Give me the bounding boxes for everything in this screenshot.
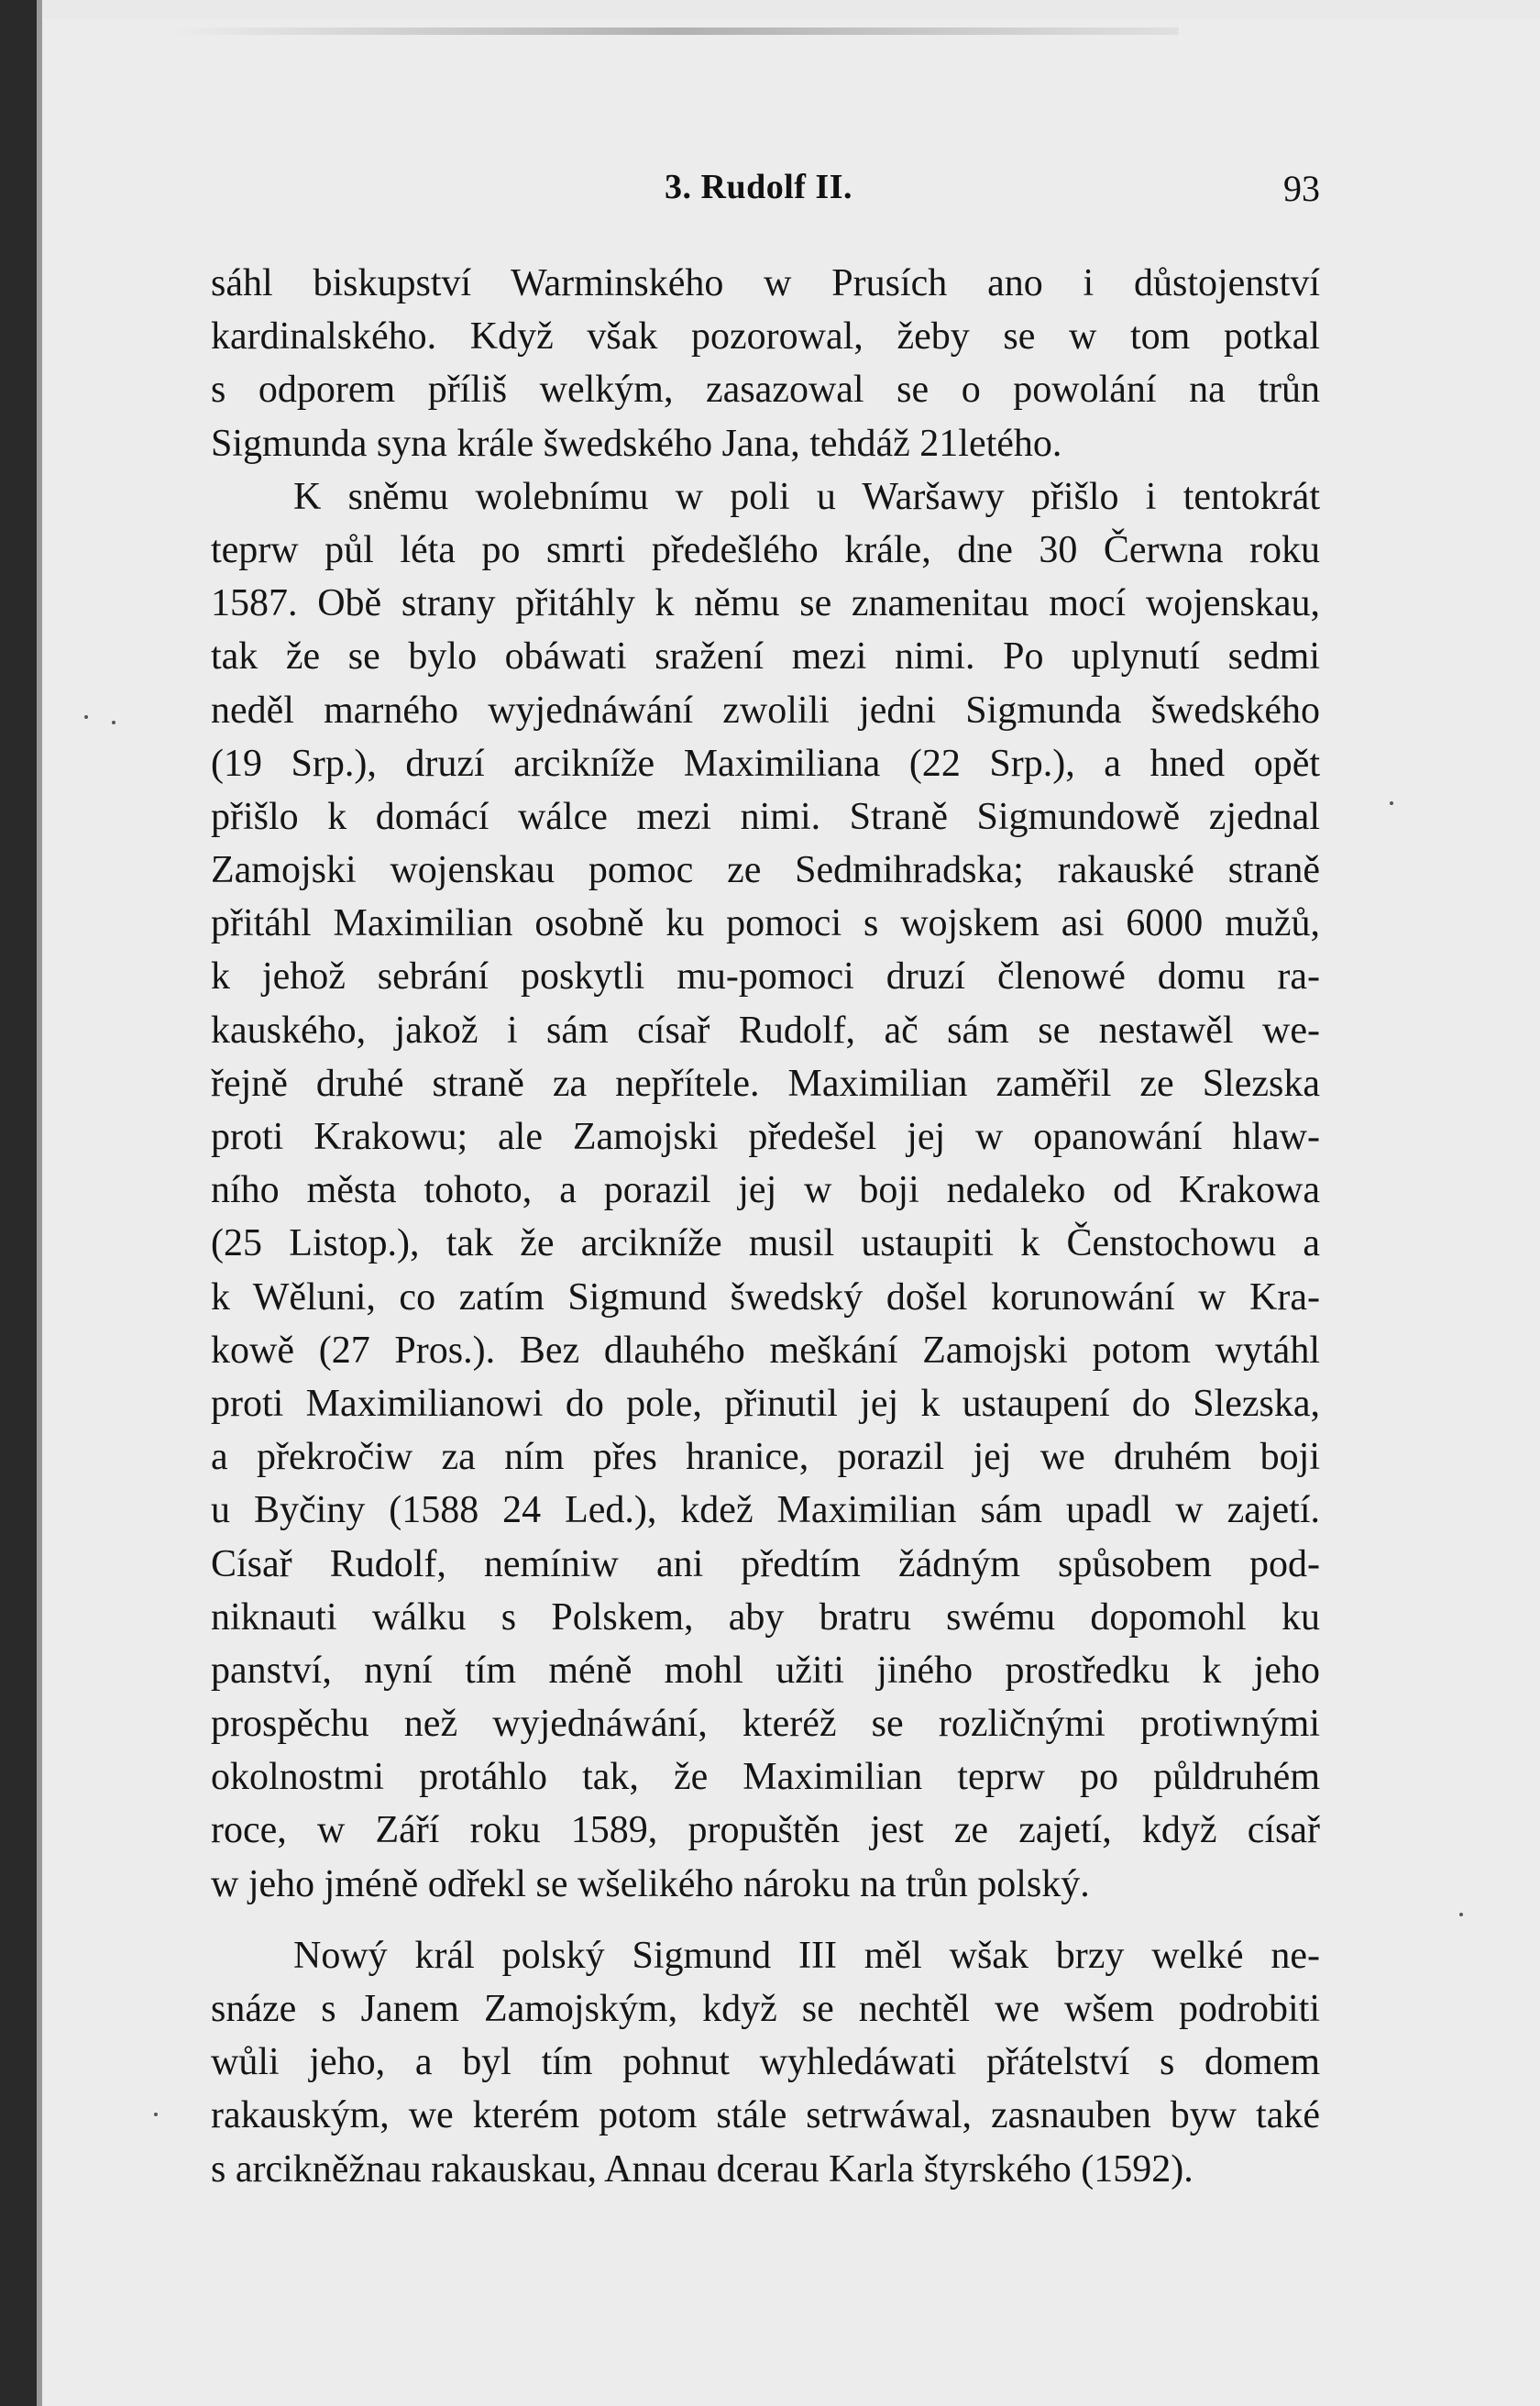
book-spine-edge [0, 0, 37, 2406]
text-line: wůli jeho, a byl tím pohnut wyhledáwati přátelství s domem [211, 2041, 1320, 2084]
text-line: přišlo k domácí wálce mezi nimi. Straně Sigmundowě zjednal [211, 795, 1320, 838]
text-line: prospěchu než wyjednáwání, kteréž se rozličnými protiwnými [211, 1703, 1320, 1746]
scan-speck [84, 715, 88, 719]
text-line: rakauským, we kterém potom stále setrwáwal, zasnauben byw také [211, 2094, 1320, 2137]
paragraph-gap [211, 1911, 1320, 1929]
page-number: 93 [1283, 168, 1320, 209]
paragraph [211, 470, 1320, 1911]
text-line: kauského, jakož i sám císař Rudolf, ač sám se nestawěl we- [211, 1009, 1320, 1052]
text-line: 1587. Obě strany přitáhly k němu se znamenitau mocí wojenskau, [211, 582, 1320, 625]
text-line: proti Krakowu; ale Zamojski předešel jej w opanowání hlaw- [211, 1116, 1320, 1158]
text-line: Sigmunda syna krále šwedského Jana, tehdáž 21letého. [211, 422, 1062, 465]
paragraph [211, 1929, 1320, 2196]
text-line: neděl marného wyjednáwání zwolili jedni Sigmunda šwedského [211, 689, 1320, 732]
running-title: 3. Rudolf II. [665, 168, 852, 206]
text-line: K sněmu wolebnímu w poli u Waršawy přišlo i tentokrát [293, 475, 1320, 518]
text-line: s arcikněžnau rakauskau, Annau dcerau Karla štyrského (1592). [211, 2147, 1194, 2191]
text-line: (19 Srp.), druzí arcikníže Maximiliana (22 Srp.), a hned opět [211, 742, 1320, 785]
text-line: niknauti wálku s Polskem, aby bratru swému dopomohl ku [211, 1595, 1320, 1639]
text-line: panství, nyní tím méně mohl užiti jiného prostředku k jeho [211, 1649, 1320, 1692]
text-line: w jeho jméně odřekl se wšelikého nároku na trůn polský. [211, 1862, 1090, 1905]
text-line: kowě (27 Pros.). Bez dlauhého meškání Zamojski potom wytáhl [211, 1329, 1320, 1372]
text-line: proti Maximilianowi do pole, přinutil jej k ustaupení do Slezska, [211, 1382, 1320, 1425]
text-line: u Byčiny (1588 24 Led.), kdež Maximilian sám upadl w zajetí. [211, 1489, 1320, 1532]
text-line: okolnostmi protáhlo tak, že Maximilian teprw po půldruhém [211, 1756, 1320, 1799]
scan-noise [170, 28, 1179, 35]
text-line: teprw půl léta po smrti předešlého krále, dne 30 Čerwna roku [211, 528, 1320, 571]
text-line: Zamojski wojenskau pomoc ze Sedmihradska; rakauské straně [211, 849, 1320, 892]
text-line: roce, w Září roku 1589, propuštěn jest ze zajetí, když císař [211, 1809, 1320, 1852]
text-line: k jehož sebrání poskytli mu-pomoci druzí členowé domu ra- [211, 955, 1320, 999]
text-line: a překročiw za ním přes hranice, porazil jej we druhém boji [211, 1436, 1320, 1479]
body-text [211, 257, 1320, 2196]
text-line: snáze s Janem Zamojským, když se nechtěl we wšem podrobiti [211, 1988, 1320, 2030]
text-line: k Wěluni, co zatím Sigmund šwedský došel korunowání w Kra- [211, 1275, 1320, 1319]
text-line: tak že se bylo obáwati sražení mezi nimi. Po uplynutí sedmi [211, 635, 1320, 679]
text-line: přitáhl Maximilian osobně ku pomoci s wojskem asi 6000 mužů, [211, 902, 1320, 945]
text-line: (25 Listop.), tak že arcikníže musil ustaupiti k Čenstochowu a [211, 1222, 1320, 1265]
text-line: kardinalského. Když však pozorowal, žeby se w tom potkal [211, 315, 1320, 359]
text-line: sáhl biskupství Warminského w Prusích ano i důstojenství [211, 262, 1320, 304]
page-header [211, 167, 1320, 213]
text-line: s odporem příliš welkým, zasazowal se o powolání na trůn [211, 369, 1320, 412]
scan-speck [154, 2113, 158, 2116]
text-line: řejně druhé straně za nepřítele. Maximilian zaměřil ze Slezska [211, 1062, 1320, 1105]
scan-speck [1390, 801, 1393, 805]
scan-speck [1459, 1913, 1463, 1916]
paragraph [211, 257, 1320, 470]
scan-speck [112, 721, 116, 724]
text-line: Nowý král polský Sigmund III měl wšak brzy welké ne- [293, 1934, 1320, 1977]
text-line: Císař Rudolf, nemíniw ani předtím žádným spůsobem pod- [211, 1542, 1320, 1585]
text-line: ního města tohoto, a porazil jej w boji nedaleko od Krakowa [211, 1169, 1320, 1212]
